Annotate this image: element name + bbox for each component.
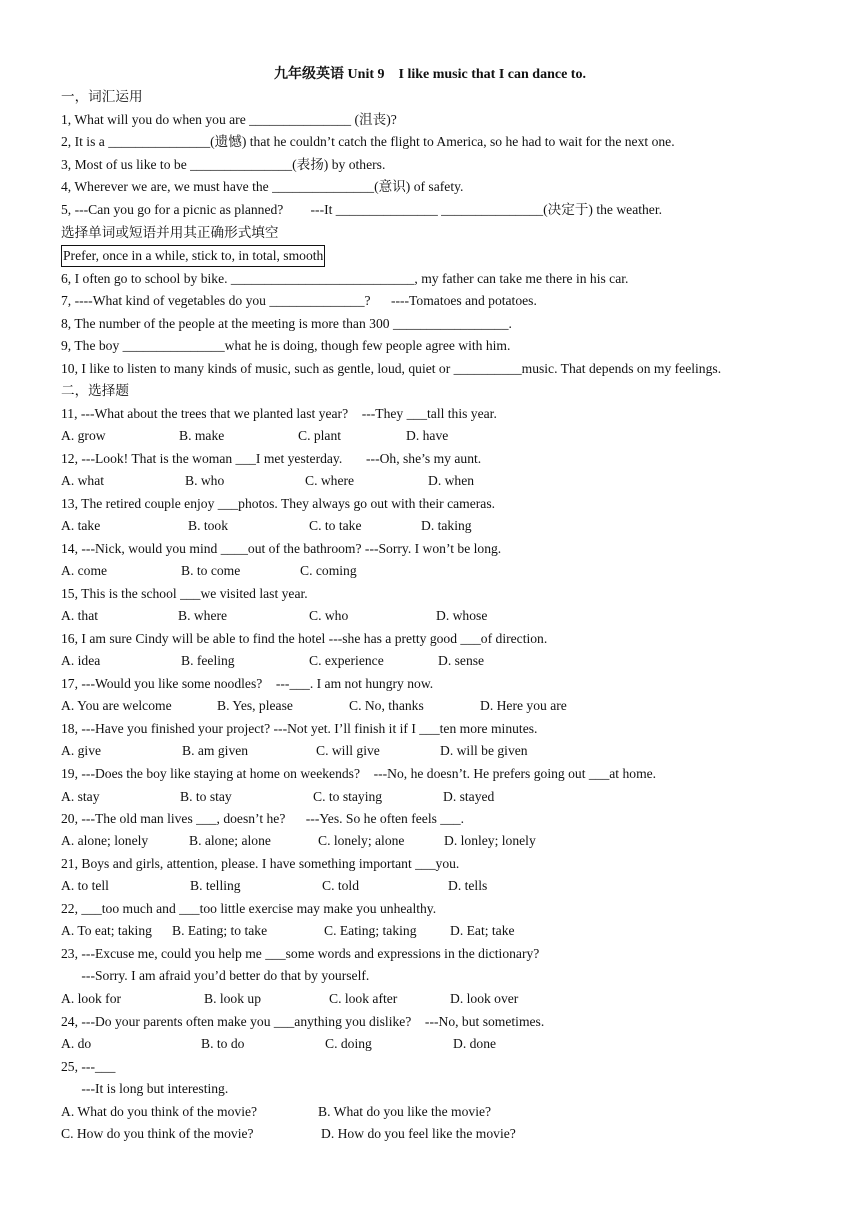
- option-a: A. grow: [61, 428, 106, 443]
- option-a: A. do: [61, 1036, 92, 1051]
- option-d: D. How do you feel like the movie?: [321, 1126, 516, 1141]
- option-d: D. stayed: [443, 789, 495, 804]
- option-c: C. look after: [329, 991, 398, 1006]
- option-a: A. to tell: [61, 878, 109, 893]
- option-a: A. what: [61, 473, 105, 488]
- mc-question-19: 19, ---Does the boy like staying at home on weekends? ---No, he doesn’t. He prefers going out ___at home.: [61, 766, 657, 781]
- option-a: A. What do you think of the movie?: [61, 1104, 258, 1119]
- option-a: A. idea: [61, 653, 101, 668]
- option-c: C. to take: [309, 518, 362, 533]
- option-d: D. Here you are: [480, 698, 567, 713]
- option-c: C. to staying: [313, 789, 383, 804]
- option-a: A. stay: [61, 789, 100, 804]
- word-bank-box: Prefer, once in a while, stick to, in total, smooth: [61, 245, 325, 267]
- section-heading-vocabulary: 一，词汇运用: [61, 89, 143, 104]
- option-b: B. am given: [182, 743, 249, 758]
- option-c: C. lonely; alone: [318, 833, 405, 848]
- option-c: C. where: [305, 473, 355, 488]
- option-b: B. telling: [190, 878, 241, 893]
- option-b: B. to come: [181, 563, 241, 578]
- mc-question-18: 18, ---Have you finished your project? ---Not yet. I’ll finish it if I ___ten more minutes.: [61, 721, 538, 736]
- option-b: B. took: [188, 518, 229, 533]
- mc-question-23-line-2: ---Sorry. I am afraid you’d better do that by yourself.: [61, 968, 370, 983]
- option-a: A. look for: [61, 991, 122, 1006]
- option-c: C. Eating; taking: [324, 923, 417, 938]
- mc-question-16: 16, I am sure Cindy will be able to find the hotel ---she has a pretty good ___of direction.: [61, 631, 548, 646]
- option-b: B. Eating; to take: [172, 923, 268, 938]
- option-c: C. told: [322, 878, 360, 893]
- option-a: A. You are welcome: [61, 698, 172, 713]
- page-title: 九年级英语 Unit 9 I like music that I can dance to.: [274, 67, 586, 82]
- option-c: C. who: [309, 608, 349, 623]
- option-d: D. done: [453, 1036, 497, 1051]
- mc-question-12: 12, ---Look! That is the woman ___I met yesterday. ---Oh, she’s my aunt.: [61, 451, 482, 466]
- fill-question-7: 7, ----What kind of vegetables do you ______________? ----Tomatoes and potatoes.: [61, 293, 537, 308]
- option-b: B. who: [185, 473, 225, 488]
- option-b: B. look up: [204, 991, 262, 1006]
- option-c: C. experience: [309, 653, 384, 668]
- option-b: B. feeling: [181, 653, 235, 668]
- option-b: B. where: [178, 608, 228, 623]
- fill-question-8: 8, The number of the people at the meeting is more than 300 _________________.: [61, 316, 512, 331]
- option-a: A. take: [61, 518, 101, 533]
- mc-question-11: 11, ---What about the trees that we planted last year? ---They ___tall this year.: [61, 406, 497, 421]
- fill-question-10: 10, I like to listen to many kinds of music, such as gentle, loud, quiet or __________music. That depends on my feelings.: [61, 361, 722, 376]
- option-b: B. alone; alone: [189, 833, 271, 848]
- option-b: B. make: [179, 428, 225, 443]
- fill-question-9: 9, The boy _______________what he is doing, though few people agree with him.: [61, 338, 511, 353]
- option-d: D. look over: [450, 991, 519, 1006]
- option-c: C. will give: [316, 743, 380, 758]
- option-b: B. to stay: [180, 789, 232, 804]
- mc-question-17: 17, ---Would you like some noodles? ---___. I am not hungry now.: [61, 676, 434, 691]
- mc-question-20: 20, ---The old man lives ___, doesn’t he? ---Yes. So he often feels ___.: [61, 811, 465, 826]
- option-d: D. lonley; lonely: [444, 833, 536, 848]
- option-a: A. that: [61, 608, 98, 623]
- option-c: C. coming: [300, 563, 357, 578]
- phrase-instruction: 选择单词或短语并用其正确形式填空: [61, 225, 279, 240]
- option-d: D. have: [406, 428, 449, 443]
- option-c: C. How do you think of the movie?: [61, 1126, 254, 1141]
- vocab-question-3: 3, Most of us like to be _______________(表扬) by others.: [61, 157, 386, 172]
- option-b: B. Yes, please: [217, 698, 293, 713]
- option-c: C. No, thanks: [349, 698, 424, 713]
- mc-question-25-line-2: ---It is long but interesting.: [61, 1081, 229, 1096]
- option-a: A. come: [61, 563, 108, 578]
- option-c: C. plant: [298, 428, 342, 443]
- vocab-question-1: 1, What will you do when you are _______________ (沮丧)?: [61, 112, 397, 127]
- option-a: A. give: [61, 743, 102, 758]
- mc-question-14: 14, ---Nick, would you mind ____out of the bathroom? ---Sorry. I won’t be long.: [61, 541, 502, 556]
- vocab-question-4: 4, Wherever we are, we must have the _______________(意识) of safety.: [61, 179, 464, 194]
- option-b: B. to do: [201, 1036, 245, 1051]
- mc-question-23: 23, ---Excuse me, could you help me ___some words and expressions in the dictionary?: [61, 946, 540, 961]
- option-d: D. taking: [421, 518, 472, 533]
- vocab-question-5: 5, ---Can you go for a picnic as planned? ---It _______________ _______________(决定于) the weather.: [61, 202, 663, 217]
- mc-question-21: 21, Boys and girls, attention, please. I have something important ___you.: [61, 856, 460, 871]
- option-c: C. doing: [325, 1036, 372, 1051]
- mc-question-24: 24, ---Do your parents often make you ___anything you dislike? ---No, but sometimes.: [61, 1014, 545, 1029]
- mc-question-22: 22, ___too much and ___too little exercise may make you unhealthy.: [61, 901, 437, 916]
- option-d: D. sense: [438, 653, 485, 668]
- option-d: D. whose: [436, 608, 488, 623]
- mc-question-15: 15, This is the school ___we visited last year.: [61, 586, 308, 601]
- option-a: A. alone; lonely: [61, 833, 149, 848]
- option-d: D. when: [428, 473, 475, 488]
- section-heading-multiple-choice: 二，选择题: [61, 383, 129, 398]
- option-d: D. Eat; take: [450, 923, 515, 938]
- option-d: D. tells: [448, 878, 488, 893]
- mc-question-13: 13, The retired couple enjoy ___photos. They always go out with their cameras.: [61, 496, 496, 511]
- vocab-question-2: 2, It is a _______________(遗憾) that he couldn’t catch the flight to America, so he had to wait for the next one.: [61, 134, 675, 149]
- fill-question-6: 6, I often go to school by bike. ___________________________, my father can take me there in his car.: [61, 271, 629, 286]
- option-d: D. will be given: [440, 743, 528, 758]
- option-b: B. What do you like the movie?: [318, 1104, 492, 1119]
- mc-question-25: 25, ---___: [61, 1059, 116, 1074]
- option-a: A. To eat; taking: [61, 923, 152, 938]
